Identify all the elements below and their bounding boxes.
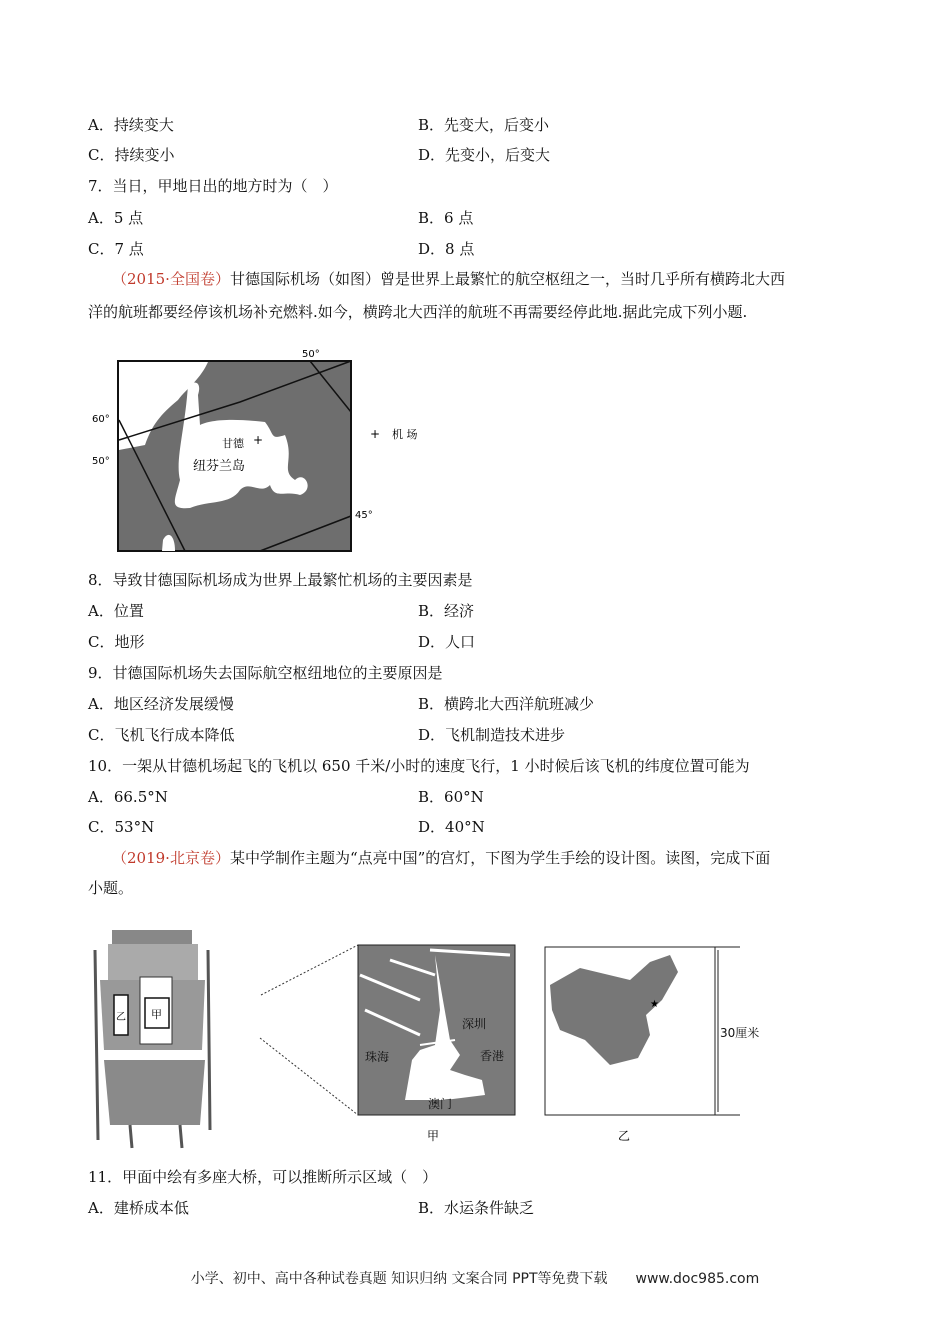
q7-stem: 7．当日，甲地日出的地方时为（ ） [88, 177, 338, 195]
q7-option-c: C．7 点 [88, 240, 144, 258]
q9-option-d: D．飞机制造技术进步 [418, 726, 566, 744]
q9-option-a: A．地区经济发展缓慢 [88, 695, 234, 713]
q9-option-b: B．横跨北大西洋航班减少 [418, 695, 595, 713]
lantern-drawing [95, 930, 210, 1148]
passage1-line2: 洋的航班都要经停该机场补充燃料.如今，横跨北大西洋的航班不再需要经停此地.据此完成下列小题. [88, 303, 748, 321]
q6-option-c: C．持续变小 [88, 146, 175, 164]
q8-option-a: A．位置 [88, 602, 144, 620]
beijing-star-icon: ★ [650, 999, 659, 1010]
q10-option-b: B．60°N [418, 788, 484, 806]
q10-option-d: D．40°N [418, 818, 485, 836]
shenzhen-label: 深圳 [462, 1017, 487, 1031]
q10-stem: 10．一架从甘德机场起飞的飞机以 650 千米/小时的速度飞行，1 小时候后该飞机的纬度位置可能为 [88, 757, 750, 775]
hongkong-label: 香港 [480, 1049, 505, 1063]
q9-stem: 9．甘德国际机场失去国际航空枢纽地位的主要原因是 [88, 664, 443, 682]
height-label: 30厘米 [720, 1026, 760, 1040]
lon-50-label: 50° [302, 349, 320, 360]
passage2-line1 [112, 848, 770, 868]
legend-airport-symbol: + [370, 427, 381, 441]
q6-option-a: A．持续变大 [88, 116, 174, 134]
gander-map [90, 340, 450, 560]
china-map [545, 947, 759, 1115]
q11-stem: 11．甲面中绘有多座大桥，可以推断所示区域（ ） [88, 1168, 438, 1186]
q10-option-c: C．53°N [88, 818, 155, 836]
q11-option-a: A．建桥成本低 [88, 1199, 189, 1217]
legend-airport-label: 机 场 [392, 428, 418, 441]
lon-45-label: 45° [355, 510, 373, 521]
q7-option-a: A．5 点 [88, 209, 144, 227]
q6-option-d: D．先变小，后变大 [418, 146, 551, 164]
passage2-text: 某中学制作主题为“点亮中国”的宫灯，下图为学生手绘的设计图。读图，完成下面 [229, 849, 771, 867]
footer-text: 小学、初中、高中各种试卷真题 知识归纳 文案合同 PPT等免费下载 www.doc985.com [190, 1271, 760, 1287]
caption-yi: 乙 [618, 1129, 631, 1143]
q8-option-c: C．地形 [88, 633, 145, 651]
passage2-source: （2019·北京卷） [112, 849, 230, 867]
q8-option-b: B．经济 [418, 602, 475, 620]
passage2-line2: 小题。 [88, 879, 134, 897]
caption-jia: 甲 [427, 1129, 440, 1143]
q10-option-a: A．66.5°N [88, 788, 168, 806]
q6-option-b: B．先变大，后变小 [418, 116, 550, 134]
passage1-line1 [112, 269, 785, 289]
panel-yi-label: 乙 [116, 1012, 126, 1023]
macau-label: 澳门 [428, 1097, 453, 1111]
airport-marker: + [253, 433, 264, 447]
lat-60-label: 60° [92, 414, 110, 425]
pearl-river-map [358, 945, 515, 1115]
q8-option-d: D．人口 [418, 633, 476, 651]
q7-option-d: D．8 点 [418, 240, 475, 258]
q7-option-b: B．6 点 [418, 209, 474, 227]
q9-option-c: C．飞机飞行成本降低 [88, 726, 235, 744]
zhuhai-label: 珠海 [365, 1050, 390, 1064]
q8-stem: 8．导致甘德国际机场成为世界上最繁忙机场的主要因素是 [88, 571, 473, 589]
lat-50-label: 50° [92, 456, 110, 467]
passage1-text: 甘德国际机场（如图）曾是世界上最繁忙的航空枢纽之一，当时几乎所有横跨北大西 [229, 270, 785, 288]
newfoundland-label: 纽芬兰岛 [193, 459, 246, 474]
passage1-source: （2015·全国卷） [112, 270, 230, 288]
q11-option-b: B．水运条件缺乏 [418, 1199, 535, 1217]
gander-label: 甘德 [222, 437, 244, 450]
panel-jia-label: 甲 [151, 1008, 162, 1021]
lantern-figure [90, 900, 760, 1150]
